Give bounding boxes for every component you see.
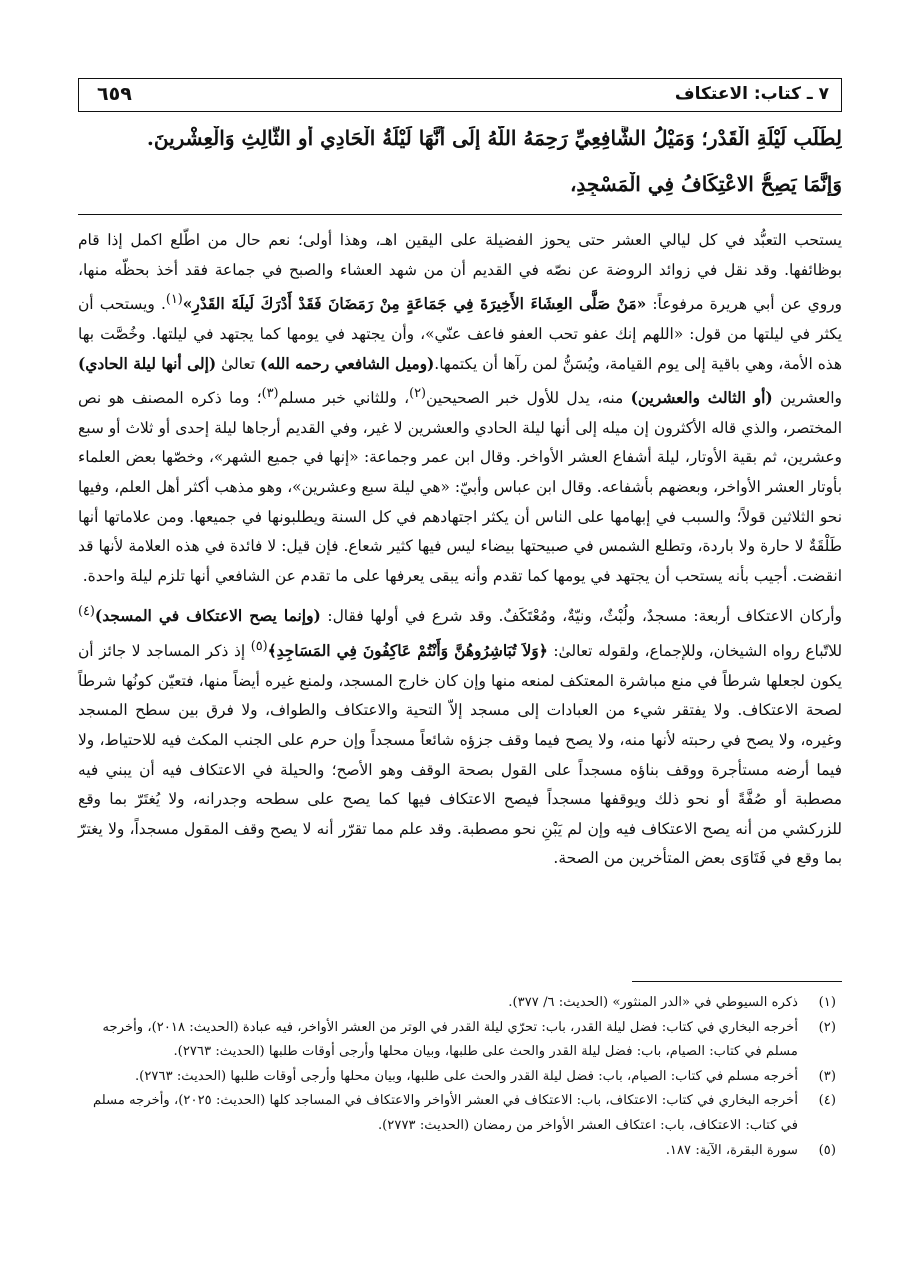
commentary-paragraph-2 (78, 597, 842, 874)
commentary-paragraph-1 (78, 226, 842, 591)
text-run: منه، يدل للأول خبر الصحيحين (426, 389, 631, 408)
matn-separator (78, 214, 842, 215)
footnote-text: أخرجه البخاري في كتاب: الاعتكاف، باب: الاعتكاف في العشر الأواخر والاعتكاف في المساجد كلها (الحديث: ٢٠٢٥)، وأخرجه مسلم في كتاب: الاعتكاف، باب: اعتكاف العشر الأواخر من رمضان (الحديث: ٢٧٧٣). (92, 1093, 798, 1133)
text-run: . ويستحب أن يكثر في ليلتها من قول: «اللهم إنك عفو تحب العفو فاعف عنّي»، وأن يجتهد في يومها كما يجتهد في ليلتها. وخُصَّت بها هذه الأمة، وهي باقية إلى يوم القيامة، ويُسَنُّ لمن رآها أن يكتمها. (78, 295, 842, 373)
page-number: ٦٥٩ (97, 83, 132, 105)
chapter-title: ٧ ـ كتاب: الاعتكاف (674, 84, 829, 104)
commentary-body (78, 226, 842, 874)
text-run: تعالىٰ (216, 354, 261, 373)
footnote-number: (١) (818, 995, 836, 1010)
footnotes (78, 991, 842, 1163)
footnote-ref-1[interactable]: (١) (165, 292, 183, 308)
matn-quote: (أو الثالث والعشرين) (630, 389, 773, 408)
text-run: إذ ذكر المساجد لا جائز أن يكون لجعلها شرطاً في منع مباشرة المعتكف لمنعه منها وإن كان خارج المسجد، ولمنع غيره أيضاً منها، فتعيّن كونُها شرطاً لصحة الاعتكاف. ولا يفتقر شيء من العبادات إلى مسجد إلاّ التحية والاعتكاف والطواف، ولا فرق بين سطح المسجد وغيره، ولا يصح في رحبته لأنها منه، ولا يصح فيما وقف جزؤه شائعاً مسجداً وإن حرم على الجنب المكث فيه للاحتياط، ولا فيما أرضه مستأجرة ووقف بناؤه مسجداً على القول بصحة الوقف وهو الأصح؛ والحيلة في الاعتكاف فيه أن يبني فيه مصطبة أو صُفَّةً أو نحو ذلك ويوقفها مسجداً فيصح الاعتكاف فيها كما يصح على سطحه وجدرانه، ولا يُغتَرّ بما وقع للزركشي من أنه يصح الاعتكاف فيه وإن لم يَبْنِ نحو مصطبة. وقد علم مما تقرّر أنه لا يصح وقف المقول مسجداً، ولا يغترّ بما وقع في فَتَاوَى بعض المتأخرين من الصحة. (78, 642, 842, 868)
footnote-number: (٤) (818, 1093, 836, 1109)
footnote-4 (78, 1089, 842, 1138)
footnote-number: (٣) (818, 1068, 836, 1084)
footnote-1 (78, 991, 842, 1016)
footnote-2 (78, 1016, 842, 1065)
text-run: وأركان الاعتكاف أربعة: مسجدٌ، ولُبْثٌ، ونيّةٌ، ومُعْتَكَفٌ. وقد شرع في أولها فقال: (320, 607, 842, 626)
footnote-ref-2[interactable]: (٢) (409, 386, 427, 402)
hadith-quote: «مَنْ صَلَّى العِشَاءَ الأَخِيرَةَ فِي جَمَاعَةٍ مِنْ رَمَضَانَ فَقَدْ أَدْرَكَ لَيلَةَ القَدْرِ» (182, 295, 647, 314)
matn-quote: (إلى أنها ليلة الحادي) (78, 354, 217, 373)
matn-quote: (وميل الشافعي رحمه الله) (260, 354, 435, 373)
matn-line-2: وَإِنَّمَا يَصِحُّ الاعْتِكَافُ فِي الْمَسْجِدِ، (569, 172, 842, 196)
text-run: ، وللثاني خبر مسلم (278, 389, 410, 408)
footnote-ref-5[interactable]: (٥) (250, 639, 268, 655)
footnote-text: أخرجه مسلم في كتاب: الصيام، باب: فضل ليلة القدر والحث على طلبها، وبيان محلها وأرجى أوقات طلبها (الحديث: ٢٧٦٣). (134, 1068, 798, 1084)
footnote-5 (78, 1139, 842, 1164)
matn-line-1: لِطَلَبِ لَيْلَةِ الْقَدْرِ؛ وَمَيْلُ الشَّافِعِيِّ رَحِمَهُ اللَّهُ إِلَى أَنَّهَا لَيْلَةُ الْحَادِي أَوِ الثَّالِثِ وَالْعِشْرِينَ. (146, 126, 842, 150)
footnote-number: (٢) (818, 1019, 836, 1035)
text-run: ؛ وما ذكره المصنف هو نص المختصر، والذي قاله الأكثرون إن ميله إلى أنها ليلة الحادي والعشرين لا غير، وفي القديم أرجاها ليلة إحدى أو ثلاث أو سبع وعشرين، ثم بقية الأوتار، ليلة أشفاع العشر الأواخر. وقال ابن عمر وجماعة: «إنها في جميع الشهر»، وخصّها بعض العلماء بأوتار العشر الأواخر، وبعضهم بأشفاعه. وقال ابن عباس وأبيّ: «هي ليلة سبع وعشرين»، وهو مذهب أكثر أهل العلم، وفيها نحو الثلاثين قولاً؛ والسبب في إبهامها على الناس أن يكثر اجتهادهم في كل السنة ويطلبونها في جميعها. ومن علاماتها أنها طَلْقَةٌ لا حارة ولا باردة، وتطلع الشمس في صبيحتها بيضاء ليس فيها كثير شعاع. فإن قيل: لا فائدة في هذه العلامة لأنها قد انقضت. أجيب بأنه يستحب أن يجتهد في يومها كما تقدم وأنه يبقى يعرفها على ما تقدم عن الشافعي أنها تلزم ليلة واحدة. (78, 389, 842, 585)
footnote-text: سورة البقرة، الآية: ١٨٧. (665, 1142, 798, 1158)
footnote-separator (632, 981, 842, 982)
footnote-ref-4[interactable]: (٤) (78, 604, 95, 620)
text-run: يستحب التعبُّد في كل ليالي العشر حتى يحوز الفضيلة على اليقين اهـ، وهذا أولى؛ نعم حال من اطّلع اكمل إذا قام بوظائفها. وقد نقل في زوائد الروضة عن نصّه في القديم أن من شهد العشاء والصبح في جماعة فقد أخذ بحظّه منها، وروي عن أبي هريرة مرفوعاً: (78, 231, 842, 314)
footnote-text: ذكره السيوطي في «الدر المنثور» (الحديث: ٦/ ٣٧٧). (508, 995, 798, 1010)
text-run: للاتّباع رواه الشيخان، وللإجماع، ولقوله تعالىٰ: (547, 642, 843, 661)
quran-verse: ﴿وَلاَ تُبَاشِرُوهُنَّ وَأَنْتُمْ عَاكِفُونَ فِي المَسَاجِدِ﴾ (267, 642, 548, 661)
matn-quote: (وإنما يصح الاعتكاف في المسجد) (94, 607, 321, 626)
footnote-number: (٥) (818, 1142, 836, 1158)
page-header (78, 78, 842, 112)
footnote-3 (78, 1065, 842, 1090)
text-run: والعشرين (772, 389, 842, 408)
footnote-text: أخرجه البخاري في كتاب: فضل ليلة القدر، باب: تحرّي ليلة القدر في الوتر من العشر الأواخر، فيه عبادة (الحديث: ٢٠١٨)، وأخرجه مسلم في كتاب: الصيام، باب: فضل ليلة القدر والحث على طلبها، وبيان محلها وأرجى أوقات طلبها (الحديث: ٢٧٦٣). (102, 1019, 798, 1060)
footnote-ref-3[interactable]: (٣) (261, 386, 279, 402)
